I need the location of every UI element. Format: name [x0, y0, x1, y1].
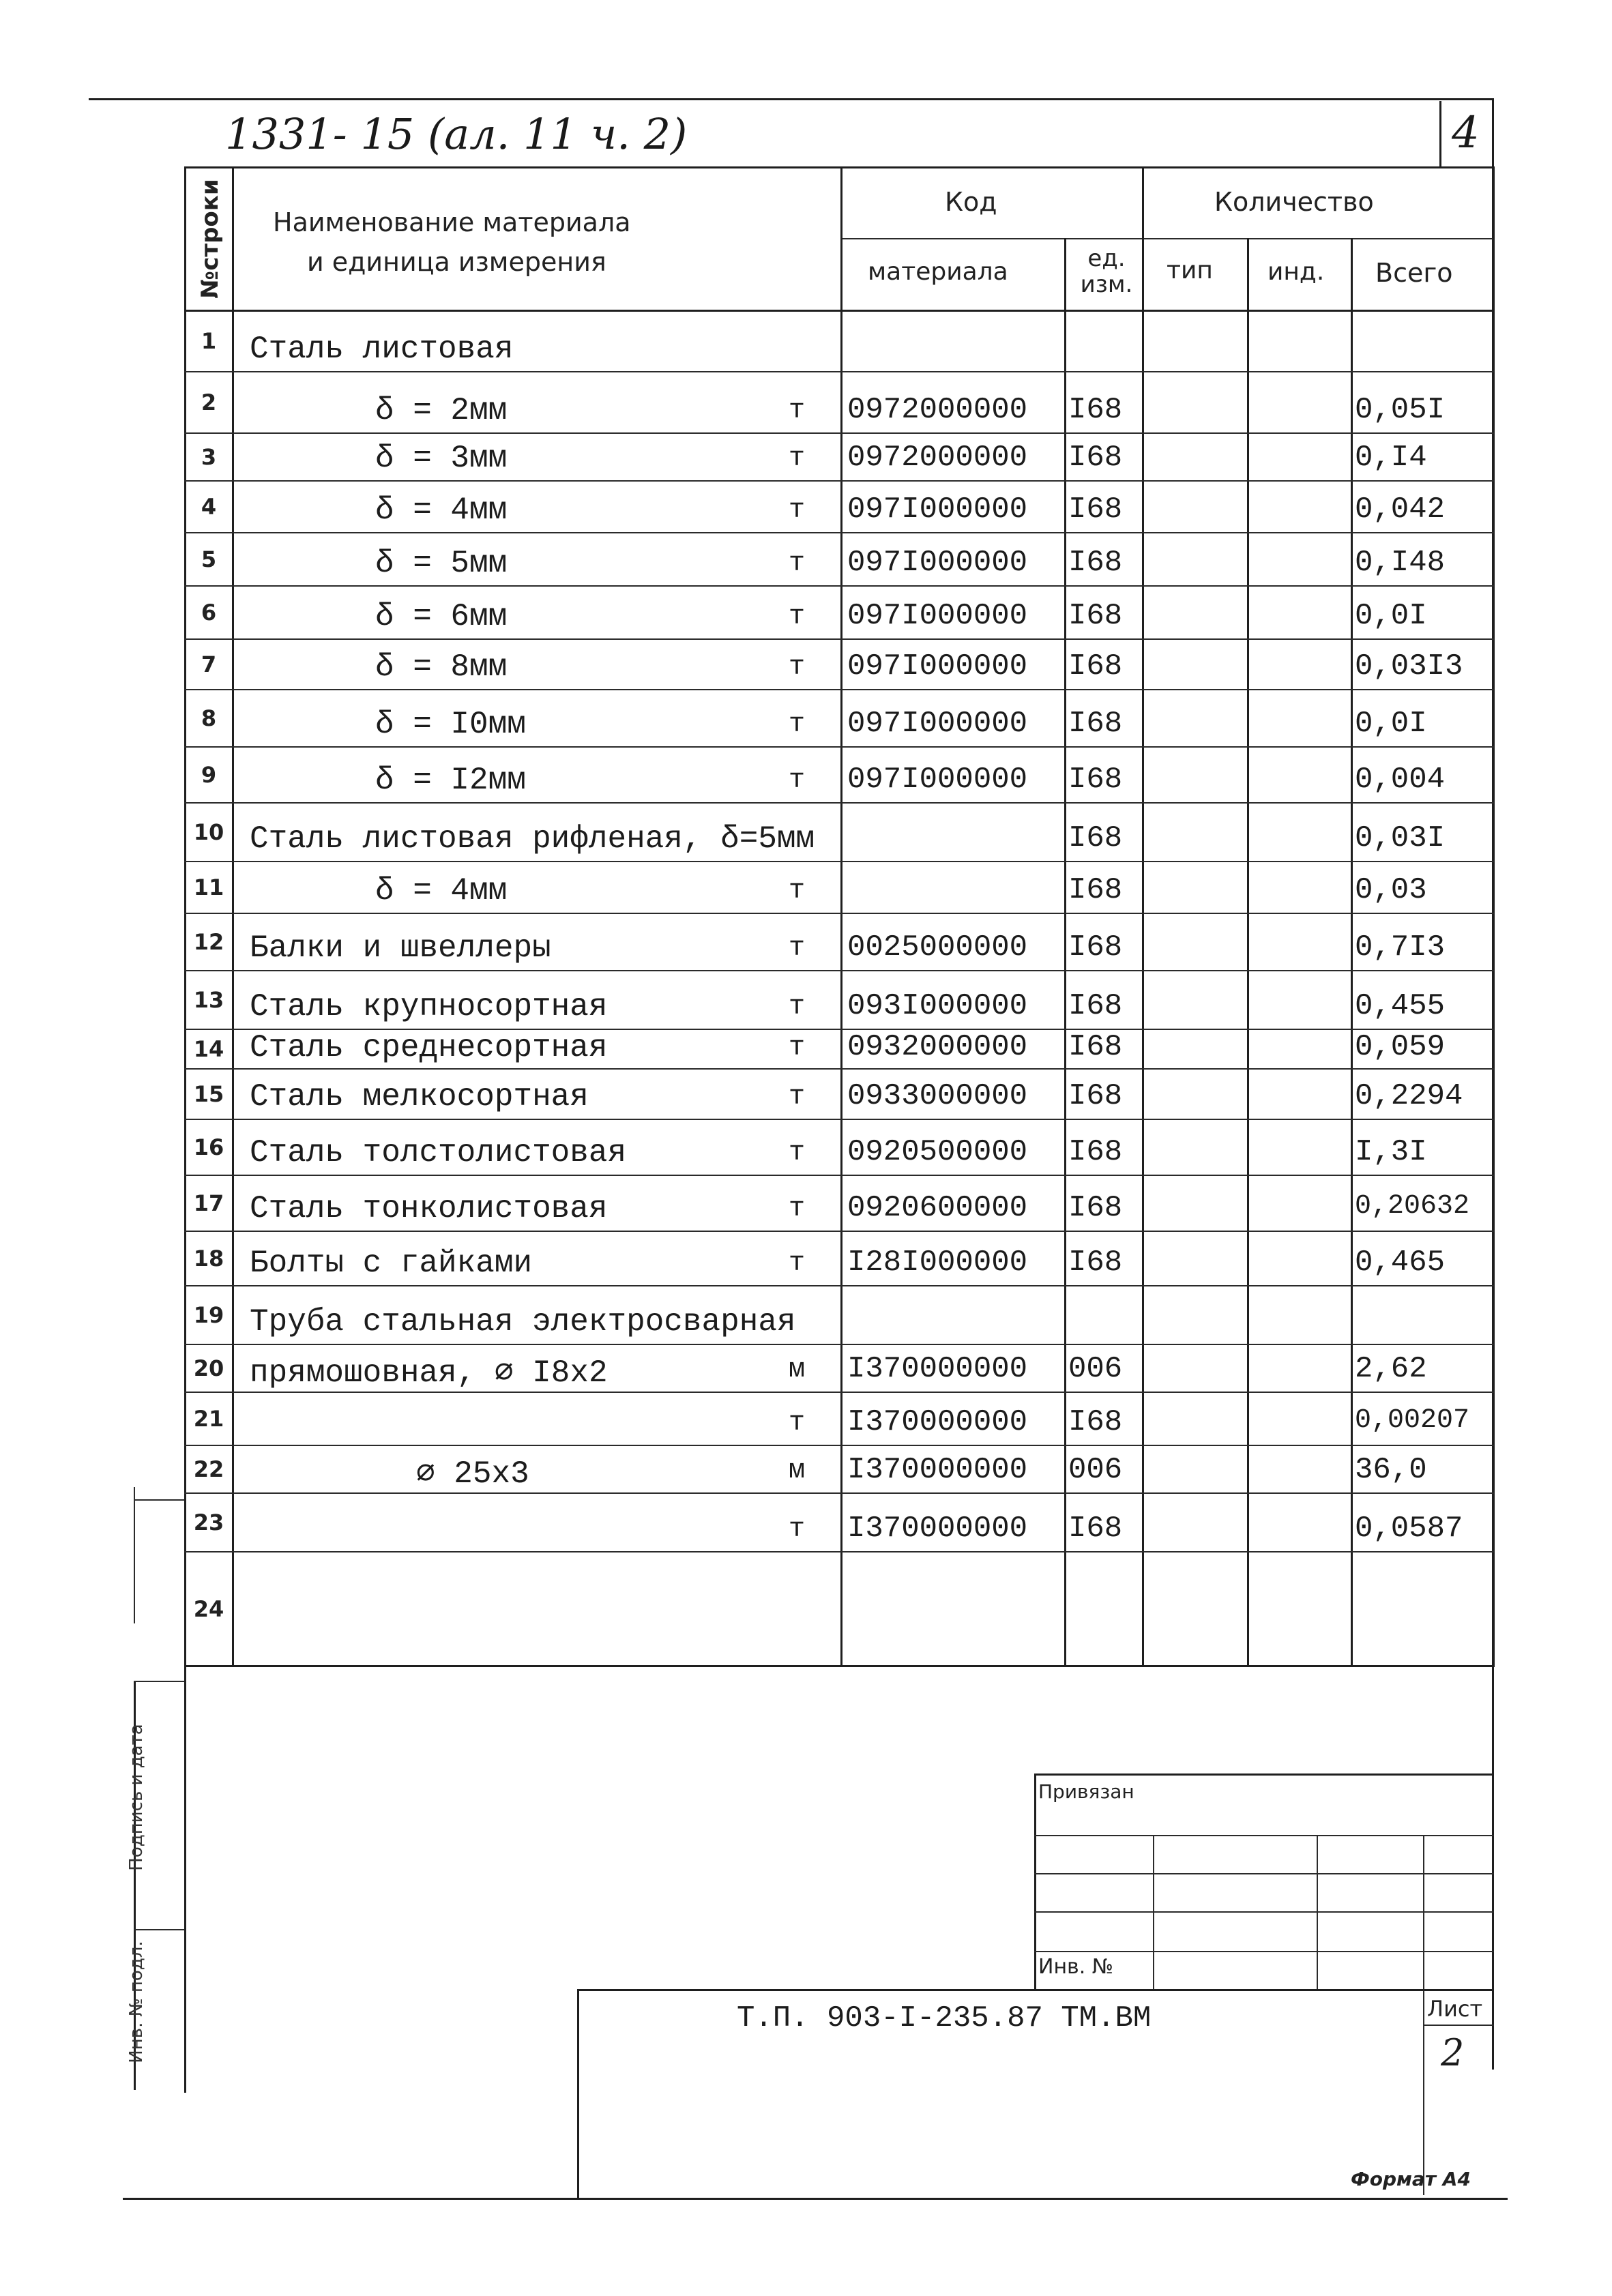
unit-code: I68 — [1068, 821, 1123, 855]
table-row — [184, 310, 1494, 371]
measure-unit: т — [789, 396, 806, 426]
material-name: Сталь среднесортная — [250, 1030, 608, 1065]
corner-box-divider — [1439, 101, 1441, 166]
header-name-line1: Наименование материала — [273, 207, 631, 237]
material-name: Сталь мелкосортная — [250, 1079, 589, 1115]
quantity-total: 0,2294 — [1355, 1079, 1463, 1113]
header-name-line2: и единица измерения — [307, 247, 606, 277]
row-number: 4 — [201, 494, 217, 520]
row-number: 7 — [201, 651, 217, 677]
measure-unit: т — [789, 876, 806, 907]
row-number: 6 — [201, 600, 217, 625]
measure-unit: т — [789, 1138, 806, 1168]
unit-code: 006 — [1068, 1453, 1123, 1487]
table-row — [184, 585, 1494, 638]
material-name: δ = 4мм — [375, 492, 508, 528]
row-number: 1 — [201, 328, 217, 354]
row-number: 11 — [193, 874, 224, 900]
quantity-total: 36,0 — [1355, 1453, 1427, 1487]
material-code: 097I000000 — [847, 492, 1028, 527]
handwritten-reference: 1331- 15 (ал. 11 ч. 2) — [225, 109, 688, 159]
quantity-total: 0,465 — [1355, 1246, 1446, 1280]
table-row — [184, 1445, 1494, 1492]
material-name: Сталь тонколистовая — [250, 1191, 608, 1226]
material-code: 0025000000 — [847, 930, 1028, 965]
row-number: 20 — [193, 1355, 224, 1381]
measure-unit: т — [789, 495, 806, 526]
material-code: 097I000000 — [847, 763, 1028, 797]
table-row — [184, 861, 1494, 913]
material-code: I370000000 — [847, 1405, 1028, 1439]
material-name: δ = 3мм — [375, 441, 508, 476]
table-row — [184, 1344, 1494, 1392]
material-code: 097I000000 — [847, 707, 1028, 741]
row-number: 17 — [193, 1190, 224, 1216]
table-row — [184, 638, 1494, 689]
material-code: 0920600000 — [847, 1191, 1028, 1225]
quantity-total: 0,03 — [1355, 873, 1427, 907]
header-code-unit-line1: ед. — [1087, 245, 1126, 272]
top-border — [89, 98, 1494, 100]
row-number: 24 — [193, 1595, 224, 1622]
table-row — [184, 1285, 1494, 1344]
row-number: 16 — [193, 1134, 224, 1160]
sheet-label: Лист — [1427, 1996, 1483, 2022]
table-bottom-line — [184, 1665, 1494, 1667]
sheet-number: 2 — [1441, 2031, 1465, 2074]
material-code: 0972000000 — [847, 441, 1028, 475]
header-code: Код — [945, 187, 997, 217]
header-qty-type: тип — [1167, 256, 1213, 284]
measure-unit: т — [789, 709, 806, 740]
material-name: δ = I0мм — [375, 707, 526, 742]
quantity-total: 0,0I — [1355, 707, 1427, 741]
material-name: прямошовная, ∅ I8x2 — [250, 1355, 608, 1391]
measure-unit: т — [789, 933, 806, 964]
side-label-inv-orig: Инв. № подл. — [126, 1941, 147, 2063]
unit-code: I68 — [1068, 1512, 1123, 1546]
header-code-unit-line2: изм. — [1080, 271, 1133, 298]
material-name: δ = 2мм — [375, 393, 508, 428]
measure-unit: м — [789, 1355, 806, 1385]
table-row — [184, 746, 1494, 802]
material-name: Балки и швеллеры — [250, 930, 551, 966]
material-name: δ = 4мм — [375, 873, 508, 909]
measure-unit: м — [789, 1456, 806, 1486]
row-number: 18 — [193, 1246, 224, 1271]
header-qty-ind: инд. — [1267, 258, 1325, 286]
material-name: δ = I2мм — [375, 763, 526, 798]
header-quantity: Количество — [1214, 187, 1374, 217]
format-label: Формат А4 — [1351, 2168, 1471, 2190]
unit-code: 006 — [1068, 1352, 1123, 1386]
material-name: Сталь крупносортная — [250, 989, 608, 1025]
table-row — [184, 1029, 1494, 1068]
row-number: 14 — [193, 1036, 224, 1062]
measure-unit: т — [789, 1082, 806, 1113]
quantity-total: 0,7I3 — [1355, 930, 1446, 965]
quantity-total: 0,042 — [1355, 492, 1446, 527]
table-row — [184, 970, 1494, 1029]
row-number: 22 — [193, 1456, 224, 1482]
measure-unit: т — [789, 1248, 806, 1279]
header-code-material: материала — [868, 258, 1008, 286]
quantity-total: 0,00207 — [1355, 1405, 1470, 1436]
material-name: Труба стальная электросварная — [250, 1304, 796, 1340]
unit-code: I68 — [1068, 1030, 1123, 1064]
row-number: 2 — [201, 389, 217, 415]
row-number: 5 — [201, 546, 217, 572]
material-name: Болты с гайками — [250, 1246, 533, 1281]
table-row — [184, 1492, 1494, 1551]
table-row — [184, 802, 1494, 861]
measure-unit: т — [789, 548, 806, 579]
inventory-label: Инв. № — [1038, 1955, 1114, 1979]
quantity-total: 0,03I — [1355, 821, 1446, 855]
material-name: Сталь листовая — [250, 332, 514, 367]
table-row — [184, 1392, 1494, 1445]
side-label-sign-date: Подпись и дата — [126, 1724, 147, 1871]
material-code: 0920500000 — [847, 1135, 1028, 1169]
quantity-total: 0,20632 — [1355, 1191, 1470, 1222]
material-code: I370000000 — [847, 1512, 1028, 1546]
quantity-total: I,3I — [1355, 1135, 1427, 1169]
quantity-total: 0,004 — [1355, 763, 1446, 797]
measure-unit: т — [789, 602, 806, 632]
material-code: I370000000 — [847, 1352, 1028, 1386]
row-number: 10 — [193, 819, 224, 845]
quantity-total: 2,62 — [1355, 1352, 1427, 1386]
unit-code: I68 — [1068, 1405, 1123, 1439]
measure-unit: т — [789, 1194, 806, 1224]
quantity-total: 0,0587 — [1355, 1512, 1463, 1546]
row-number: 8 — [201, 705, 217, 731]
material-name: ∅ 25x3 — [416, 1456, 529, 1492]
material-code: 0933000000 — [847, 1079, 1028, 1113]
table-row — [184, 532, 1494, 585]
measure-unit: т — [789, 652, 806, 683]
row-number: 21 — [193, 1406, 224, 1432]
measure-unit: т — [789, 765, 806, 796]
unit-code: I68 — [1068, 546, 1123, 580]
row-number: 13 — [193, 987, 224, 1013]
header-qty-total: Всего — [1375, 258, 1453, 288]
row-number: 15 — [193, 1081, 224, 1107]
unit-code: I68 — [1068, 649, 1123, 683]
table-row — [184, 1119, 1494, 1175]
table-row — [184, 480, 1494, 532]
material-code: 093I000000 — [847, 989, 1028, 1023]
table-row — [184, 1068, 1494, 1119]
material-code: 097I000000 — [847, 649, 1028, 683]
material-code: 097I000000 — [847, 599, 1028, 633]
quantity-total: 0,0I — [1355, 599, 1427, 633]
material-code: 097I000000 — [847, 546, 1028, 580]
material-name: Сталь толстолистовая — [250, 1135, 627, 1171]
unit-code: I68 — [1068, 1079, 1123, 1113]
quantity-total: 0,05I — [1355, 393, 1446, 427]
unit-code: I68 — [1068, 441, 1123, 475]
table-row — [184, 432, 1494, 480]
unit-code: I68 — [1068, 1191, 1123, 1225]
material-code: I28I000000 — [847, 1246, 1028, 1280]
table-row — [184, 1231, 1494, 1285]
document-code: Т.П. 903-I-235.87 ТМ.ВМ — [737, 2001, 1152, 2035]
sheet-corner-number: 4 — [1452, 108, 1480, 158]
material-name: δ = 8мм — [375, 649, 508, 685]
unit-code: I68 — [1068, 873, 1123, 907]
measure-unit: т — [789, 1514, 806, 1545]
unit-code: I68 — [1068, 930, 1123, 965]
material-code: 0972000000 — [847, 393, 1028, 427]
quantity-total: 0,I4 — [1355, 441, 1427, 475]
materials-table — [184, 166, 1494, 1667]
material-code: I370000000 — [847, 1453, 1028, 1487]
header-row-number: №строки — [196, 179, 224, 299]
unit-code: I68 — [1068, 989, 1123, 1023]
measure-unit: т — [789, 992, 806, 1022]
material-name: Сталь листовая рифленая, δ=5мм — [250, 821, 815, 857]
unit-code: I68 — [1068, 707, 1123, 741]
measure-unit: т — [789, 443, 806, 474]
unit-code: I68 — [1068, 393, 1123, 427]
bottom-border — [123, 2198, 1508, 2200]
row-number: 3 — [201, 444, 217, 470]
quantity-total: 0,I48 — [1355, 546, 1446, 580]
table-row — [184, 1551, 1494, 1665]
table-row — [184, 913, 1494, 970]
table-row — [184, 689, 1494, 746]
material-name: δ = 5мм — [375, 546, 508, 581]
unit-code: I68 — [1068, 1246, 1123, 1280]
unit-code: I68 — [1068, 599, 1123, 633]
row-number: 12 — [193, 929, 224, 955]
row-number: 23 — [193, 1510, 224, 1535]
quantity-total: 0,059 — [1355, 1030, 1446, 1064]
measure-unit: т — [789, 1408, 806, 1439]
unit-code: I68 — [1068, 1135, 1123, 1169]
unit-code: I68 — [1068, 763, 1123, 797]
material-code: 0932000000 — [847, 1030, 1028, 1064]
table-row — [184, 1175, 1494, 1231]
bound-label: Привязан — [1038, 1780, 1134, 1803]
quantity-total: 0,03I3 — [1355, 649, 1463, 683]
material-name: δ = 6мм — [375, 599, 508, 634]
unit-code: I68 — [1068, 492, 1123, 527]
measure-unit: т — [789, 1033, 806, 1063]
quantity-total: 0,455 — [1355, 989, 1446, 1023]
row-number: 19 — [193, 1302, 224, 1328]
table-row — [184, 371, 1494, 432]
row-number: 9 — [201, 762, 217, 788]
